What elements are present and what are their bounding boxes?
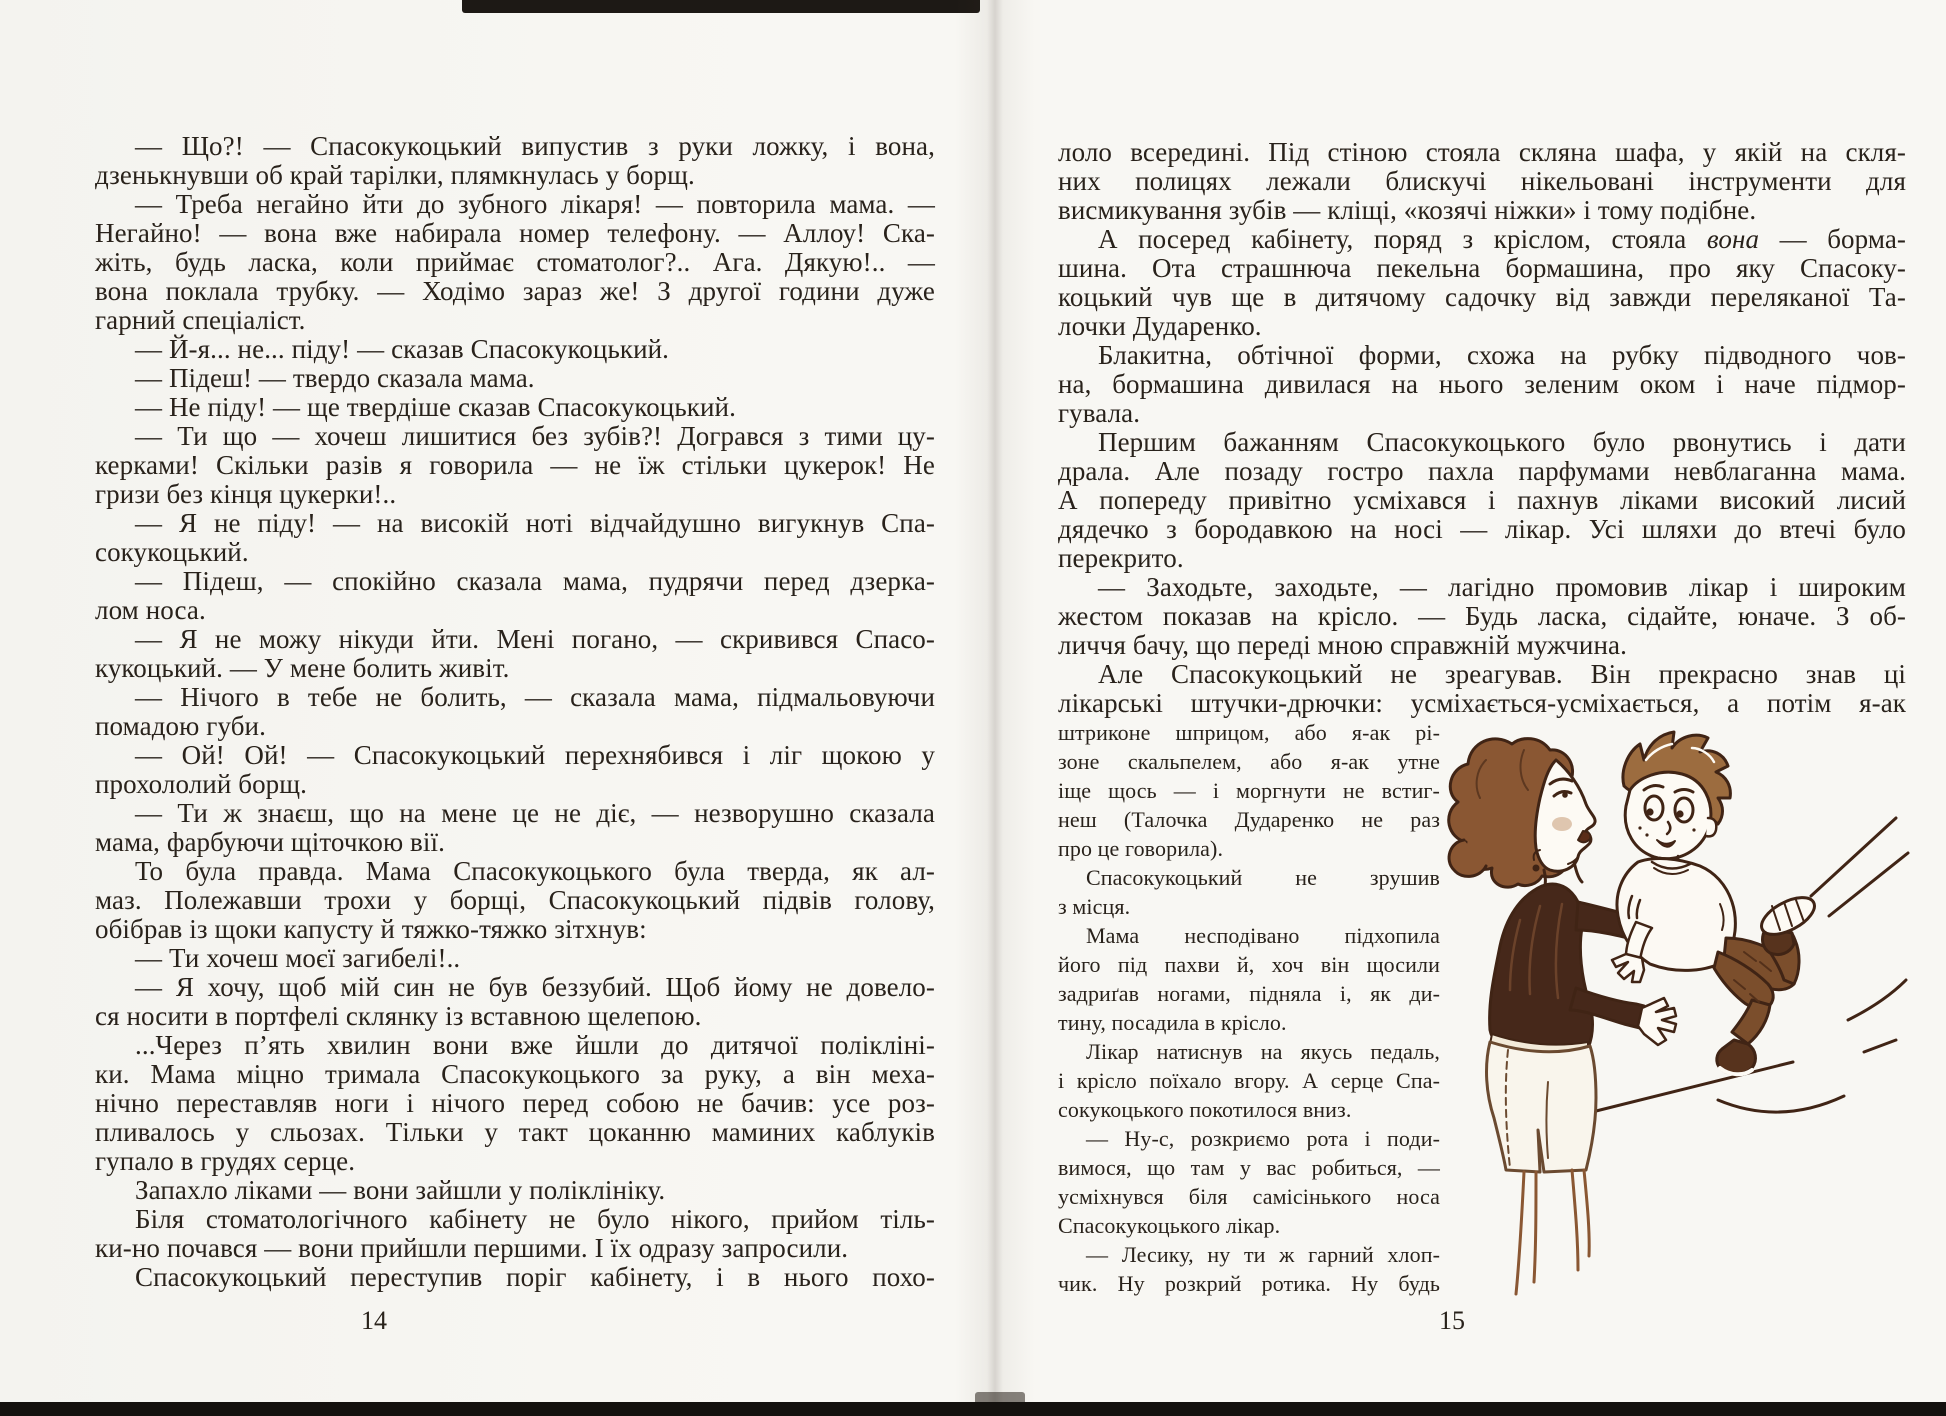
text-line: Спасокукоцький не зрушив xyxy=(1086,865,1440,890)
text-line: шина. Ота страшнюча пекельна бормашина, про яку Спасоку- xyxy=(1058,253,1906,283)
page-number-15: 15 xyxy=(1439,1306,1465,1335)
text-line: його під пахви й, хоч він щосили xyxy=(1058,952,1440,977)
text-line: — Нічого в тебе не болить, — сказала мама, підмальовуючи xyxy=(135,682,935,712)
text-line: — Я хочу, щоб мій син не був беззубий. Щоб йому не довело- xyxy=(135,972,935,1002)
text-line: Спасокукоцький переступив поріг кабінету, і в нього похо- xyxy=(135,1262,935,1292)
text-line: усміхнувся біля самісінького носа xyxy=(1058,1184,1440,1209)
text-line: А посеред кабінету, поряд з кріслом, стояла вона — борма- xyxy=(1098,224,1906,254)
text-line: Мама несподівано підхопила xyxy=(1086,923,1440,948)
text-line: Першим бажанням Спасокукоцького було рвонутись і дати xyxy=(1098,427,1906,457)
text-line: коцький чув ще в дитячому садочку від завжди переляканої Та- xyxy=(1058,282,1906,312)
text-line: на, бормашина дивилася на нього зеленим оком і наче підмор- xyxy=(1058,369,1906,399)
text-line: личчя бачу, що переді мною справжній мужчина. xyxy=(1058,630,1627,660)
text-line: — Треба негайно йти до зубного лікаря! — повторила мама. — xyxy=(135,189,935,219)
text-line: задриґав ногами, підняла і, як ди- xyxy=(1058,981,1440,1006)
text-line: іще щось — і моргнути не встиг- xyxy=(1058,778,1440,803)
text-line: обібрав із щоки капусту й тяжко-тяжко зітхнув: xyxy=(95,914,647,944)
book-bottom-edge xyxy=(0,1402,1946,1416)
text-line: висмикування зубів — кліщі, «козячі ніжки» і тому подібне. xyxy=(1058,195,1757,225)
text-line: нічно переставляв ноги і нічого перед собою не бачив: усе роз- xyxy=(95,1088,935,1118)
text-line: ки. Мама міцно тримала Спасокукоцького за руку, а він меха- xyxy=(95,1059,935,1089)
page-15-text-narrow xyxy=(1058,718,1440,1298)
text-line: з місця. xyxy=(1058,894,1131,919)
text-line: чик. Ну розкрий ротика. Ну будь xyxy=(1058,1271,1440,1296)
text-line: — Ти що — хочеш лишитися без зубів?! Догрався з тими цу- xyxy=(135,421,935,451)
text-line: і крісло поїхало вгору. А серце Спа- xyxy=(1058,1068,1440,1093)
page-gutter xyxy=(955,0,1035,1416)
text-line: мама, фарбуючи щіточкою вії. xyxy=(95,827,445,857)
text-line: лоло всередині. Під стіною стояла скляна шафа, у якій на скля- xyxy=(1058,137,1906,167)
text-line: — Й-я... не... піду! — сказав Спасокукоцький. xyxy=(135,334,670,364)
illustration-mother-lifting-boy xyxy=(1428,690,1938,1338)
text-line: вона поклала трубку. — Ходімо зараз же! З другої години дуже xyxy=(95,276,935,306)
page-number-14: 14 xyxy=(361,1306,387,1335)
text-line: гарний спеціаліст. xyxy=(95,305,306,335)
page-15-text-full xyxy=(1058,138,1906,718)
text-line: ...Через п’ять хвилин вони вже йшли до дитячої полікліні- xyxy=(135,1030,935,1060)
text-line: лікарські штучки-дрючки: усміхається-усміхається, а потім я-ак xyxy=(1058,688,1906,718)
text-line: Негайно! — вона вже набирала номер телефону. — Аллоу! Ска- xyxy=(95,218,935,248)
text-line: — Я не піду! — на високій ноті відчайдушно вигукнув Спа- xyxy=(135,508,935,538)
text-line: Запахло ліками — вони зайшли у поліклініку. xyxy=(135,1175,666,1205)
text-line: неш (Талочка Дударенко не раз xyxy=(1058,807,1440,832)
text-line: гризи без кінця цукерки!.. xyxy=(95,479,397,509)
page-14-text xyxy=(95,132,935,1292)
text-line: — Заходьте, заходьте, — лагідно промовив лікар і широким xyxy=(1098,572,1906,602)
text-line: — Ну-с, розкриємо рота і поди- xyxy=(1086,1126,1440,1151)
text-line: — Я не можу нікуди йти. Мені погано, — скривився Спасо- xyxy=(135,624,935,654)
text-line: — Підеш, — спокійно сказала мама, пудрячи перед дзерка- xyxy=(135,566,935,596)
book-top-edge xyxy=(462,0,980,13)
text-line: — Ти ж знаєш, що на мене це не діє, — незворушно сказала xyxy=(135,798,935,828)
text-line: зоне скальпелем, або я-ак утне xyxy=(1058,749,1440,774)
text-line: То була правда. Мама Спасокукоцького була тверда, як ал- xyxy=(135,856,935,886)
text-line: жестом показав на крісло. — Будь ласка, сідайте, юначе. З об- xyxy=(1058,601,1906,631)
text-line: штриконе шприцом, або я-ак рі- xyxy=(1058,720,1440,745)
text-line: — Що?! — Спасокукоцький випустив з руки ложку, і вона, xyxy=(135,131,935,161)
text-line: — Не піду! — ще твердіше сказав Спасокукоцький. xyxy=(135,392,736,422)
text-line: лом носа. xyxy=(95,595,206,625)
text-line: — Підеш! — твердо сказала мама. xyxy=(135,363,535,393)
text-line: керками! Скільки разів я говорила — не їж стільки цукерок! Не xyxy=(95,450,935,480)
text-line: сокукоцький. xyxy=(95,537,249,567)
text-line: — Ой! Ой! — Спасокукоцький перехнябився і ліг щокою у xyxy=(135,740,935,770)
text-line: А попереду привітно усміхався і пахнув ліками високий лисий xyxy=(1058,485,1906,515)
text-line: гупало в грудях серце. xyxy=(95,1146,356,1176)
text-line: — Ти хочеш моєї загибелі!.. xyxy=(135,943,461,973)
text-line: пливалось у сльозах. Тільки у такт цоканню маминих каблуків xyxy=(95,1117,935,1147)
text-line: помадою губи. xyxy=(95,711,266,741)
text-line: Лікар натиснув на якусь педаль, xyxy=(1086,1039,1440,1064)
text-line: маз. Полежавши трохи у борщі, Спасокукоцький підвів голову, xyxy=(95,885,935,915)
text-line: сокукоцького покотилося вниз. xyxy=(1058,1097,1352,1122)
text-line: дзенькнувши об край тарілки, плямкнулась у борщ. xyxy=(95,160,695,190)
text-line: про це говорила). xyxy=(1058,836,1224,861)
text-line: — Лесику, ну ти ж гарний хлоп- xyxy=(1086,1242,1440,1267)
text-line: ся носити в портфелі склянку із вставною щелепою. xyxy=(95,1001,702,1031)
text-line: Біля стоматологічного кабінету не було нікого, прийом тіль- xyxy=(135,1204,935,1234)
text-line: перекрито. xyxy=(1058,543,1184,573)
text-line: жіть, будь ласка, коли приймає стоматолог?.. Ага. Дякую!.. — xyxy=(95,247,935,277)
text-line: гувала. xyxy=(1058,398,1141,428)
text-line: тину, посадила в крісло. xyxy=(1058,1010,1287,1035)
text-line: них полицях лежали блискучі нікельовані інструменти для xyxy=(1058,166,1906,196)
text-line: вимося, що там у вас робиться, — xyxy=(1058,1155,1440,1180)
text-line: дядечко з бородавкою на носі — лікар. Усі шляхи до втечі було xyxy=(1058,514,1906,544)
text-line: Блакитна, обтічної форми, схожа на рубку підводного чов- xyxy=(1098,340,1906,370)
text-line: лочки Дударенко. xyxy=(1058,311,1262,341)
text-line: Спасокукоцького лікар. xyxy=(1058,1213,1281,1238)
text-line: ки-но почався — вони прийшли першими. І їх одразу запросили. xyxy=(95,1233,849,1263)
text-line: драла. Але позаду гостро пахла парфумами невблаганна мама. xyxy=(1058,456,1906,486)
text-line: прохололий борщ. xyxy=(95,769,308,799)
text-line: Але Спасокукоцький не зреагував. Він прекрасно знав ці xyxy=(1098,659,1906,689)
text-line: кукоцький. — У мене болить живіт. xyxy=(95,653,510,683)
